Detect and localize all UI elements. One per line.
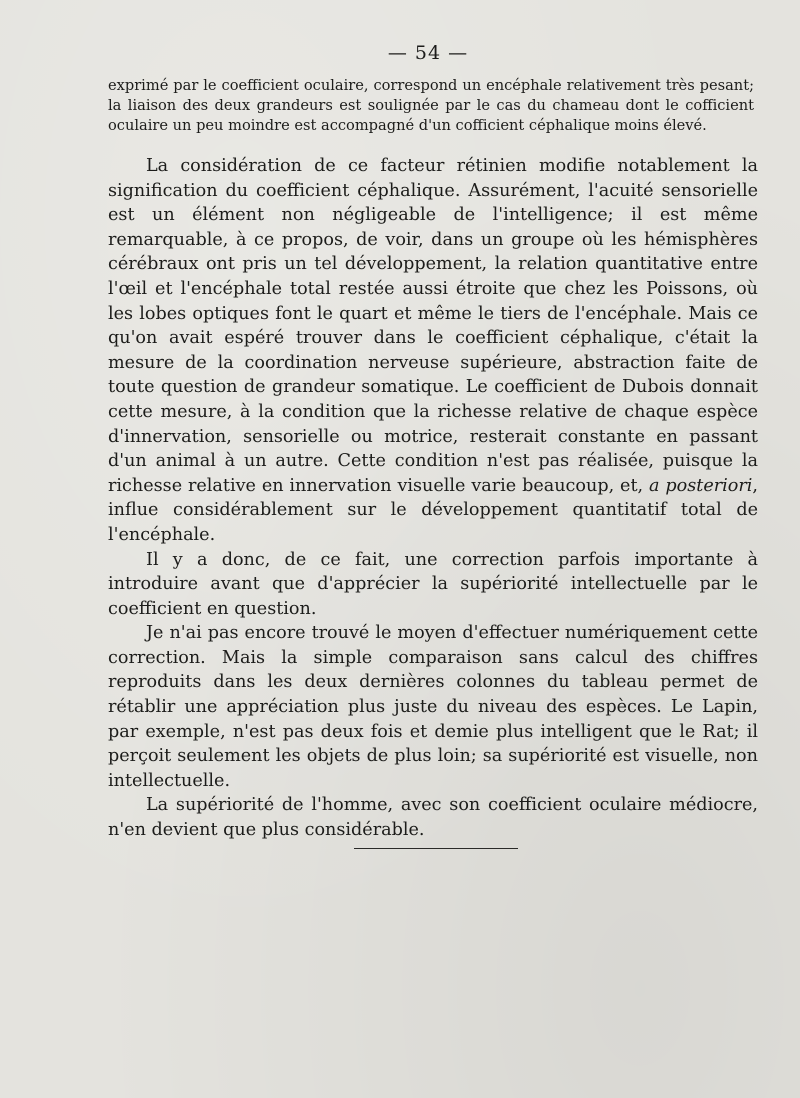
main-text [108, 154, 758, 843]
paragraph-1-tail: , influe considérablement sur le développement quantitatif total de l'encéphale. [108, 475, 758, 545]
paragraph-1-italic: a posteriori [649, 475, 753, 496]
paragraph-1 [108, 154, 758, 548]
paragraph-1-text: La considération de ce facteur rétinien modifie notablement la signification du coefficient céphalique. Assurément, l'acuité sensorielle est un élément non négligeable de l'intelligence; il est même remarquable, à ce propos, de voir, dans un groupe où les hémisphères cérébraux ont pris un tel développement, la relation quantitative entre l'œil et l'encéphale total restée aussi étroite que chez les Poissons, où les lobes optiques font le quart et même le tiers de l'encéphale. Mais ce qu'on avait espéré trouver dans le coefficient céphalique, c'était la mesure de la coordination nerveuse supérieure, abstraction faite de toute question de grandeur somatique. Le coefficient de Dubois donnait cette mesure, à la condition que la richesse relative de chaque espèce d'innervation, sensorielle ou motrice, resterait constante en passant d'un animal à un autre. Cette condition n'est pas réalisée, puisque la richesse relative en innervation visuelle varie beaucoup, et, [108, 156, 758, 496]
paragraph-3: Je n'ai pas encore trouvé le moyen d'effectuer numériquement cette correction. Mais la simple comparaison sans calcul des chiffres reproduits dans les deux dernières colonnes du tableau permet de rétablir une appréciation plus juste du niveau des espèces. Le Lapin, par exemple, n'est pas deux fois et demie plus intelligent que le Rat; il perçoit seulement les objets de plus loin; sa supériorité est visuelle, non intellectuelle. [108, 623, 758, 791]
footnote-continuation: exprimé par le coefficient oculaire, correspond un encéphale relativement très pesant; la liaison des deux grandeurs est soulignée par le cas du chameau dont le cofficient oculaire un peu moindre est accompagné d'un cofficient céphalique moins élevé. [108, 77, 754, 134]
page-number: — 54 — [387, 42, 469, 64]
separator-rule [354, 848, 518, 849]
paragraph-2: Il y a donc, de ce fait, une correction parfois importante à introduire avant que d'apprécier la supériorité intellectuelle par le coefficient en question. [108, 549, 758, 619]
paragraph-4: La supériorité de l'homme, avec son coefficient oculaire médiocre, n'en devient que plus considérable. [108, 795, 758, 841]
